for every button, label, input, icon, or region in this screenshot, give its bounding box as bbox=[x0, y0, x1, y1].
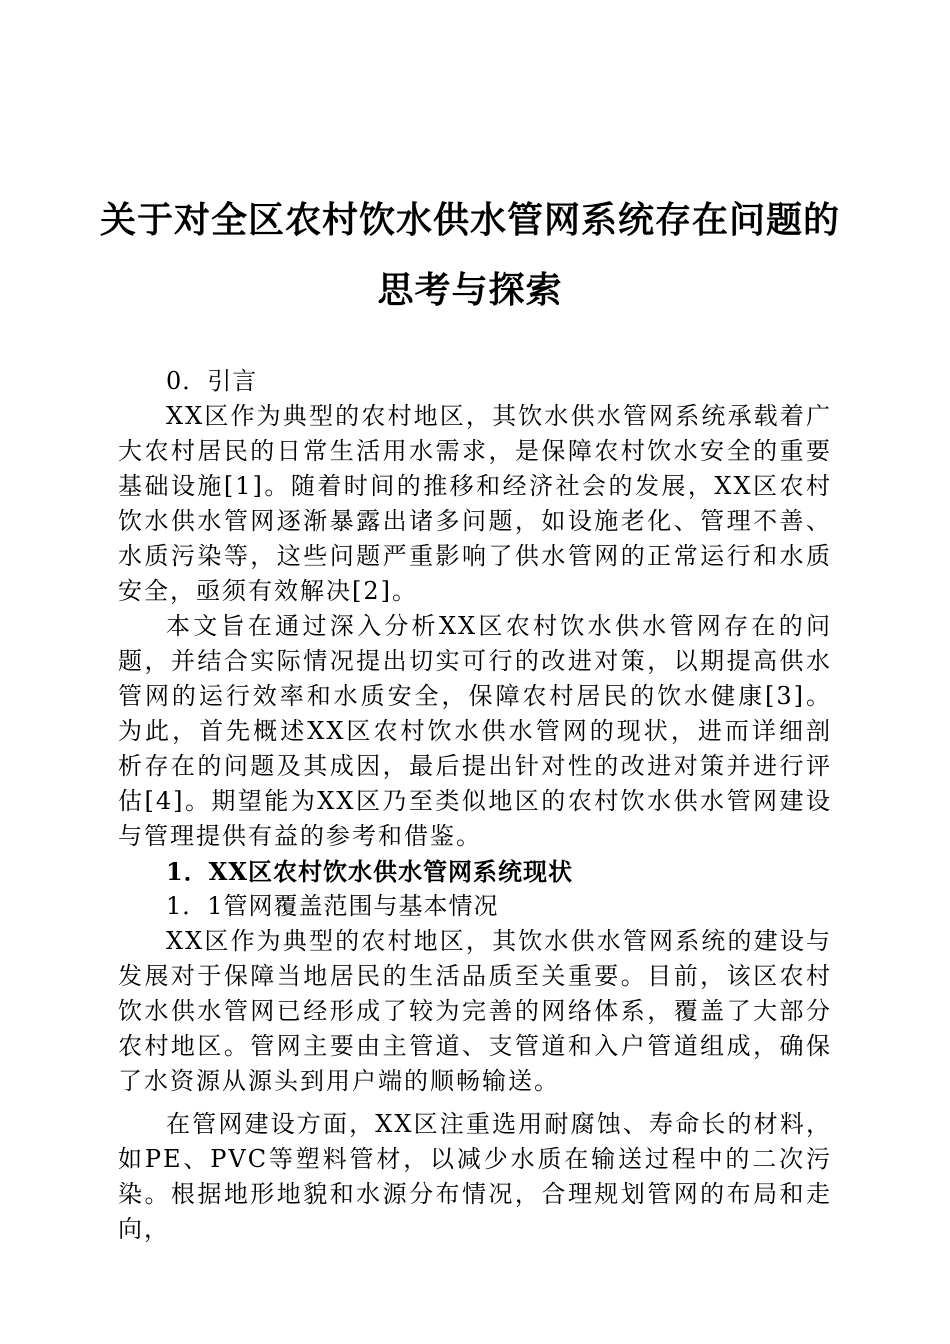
document-title-line-2: 思考与探索 bbox=[377, 269, 563, 311]
subsection-heading-coverage: 1．1管网覆盖范围与基本情况 bbox=[166, 892, 499, 920]
paragraph: 本文旨在通过深入分析XX区农村饮水供水管网存在的问题，并结合实际情况提出切实可行的改进对策，以期提高供水管网的运行效率和水质安全，保障农村居民的饮水健康[3]。为此，首先概述XX区农村饮水供水管网的现状，进而详细剖析存在的问题及其成因，最后提出针对性的改进对策并进行评估[4]。期望能为XX区乃至类似地区的农村饮水供水管网建设与管理提供有益的参考和借鉴。 bbox=[118, 612, 832, 850]
document-title-line-1: 关于对全区农村饮水供水管网系统存在问题的 bbox=[100, 199, 841, 241]
section-heading-introduction: 0．引言 bbox=[166, 367, 258, 395]
section-heading-current-status: 1．XX区农村饮水供水管网系统现状 bbox=[166, 857, 573, 886]
paragraph: XX区作为典型的农村地区，其饮水供水管网系统承载着广大农村居民的日常生活用水需求，是保障农村饮水安全的重要基础设施[1]。随着时间的推移和经济社会的发展，XX区农村饮水供水管网逐渐暴露出诸多问题，如设施老化、管理不善、水质污染等，这些问题严重影响了供水管网的正常运行和水质安全，亟须有效解决[2]。 bbox=[118, 402, 832, 605]
paragraph-spacer bbox=[118, 1099, 832, 1107]
document-body bbox=[118, 364, 832, 1247]
paragraph: 在管网建设方面，XX区注重选用耐腐蚀、寿命长的材料，如PE、PVC等塑料管材，以减少水质在输送过程中的二次污染。根据地形地貌和水源分布情况，合理规划管网的布局和走向， bbox=[118, 1110, 832, 1243]
paragraph: XX区作为典型的农村地区，其饮水供水管网系统的建设与发展对于保障当地居民的生活品质至关重要。目前，该区农村饮水供水管网已经形成了较为完善的网络体系，覆盖了大部分农村地区。管网主要由主管道、支管道和入户管道组成，确保了水资源从源头到用户端的顺畅输送。 bbox=[118, 927, 832, 1095]
